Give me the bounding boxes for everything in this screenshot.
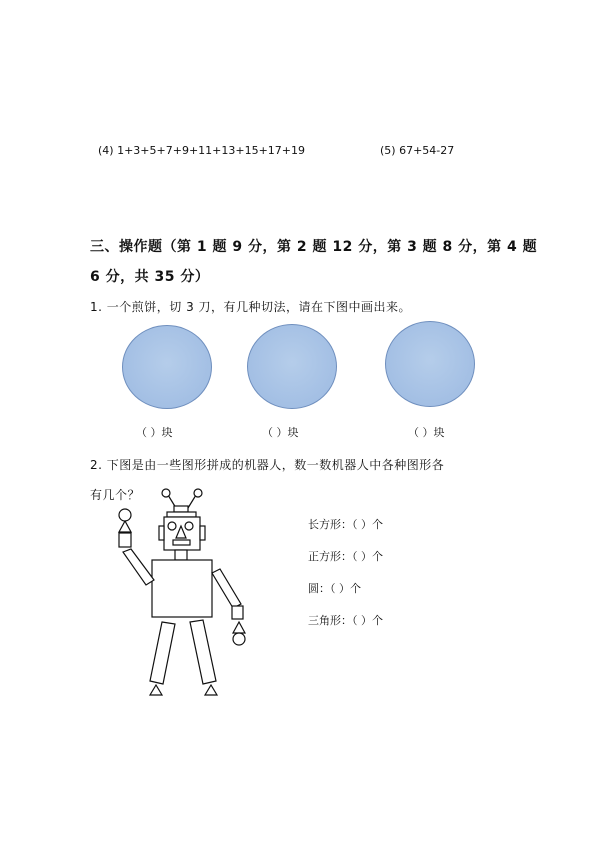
robot-foot-triangle-right <box>205 685 217 695</box>
count-circle[interactable]: 圆：（ ）个 <box>308 582 361 595</box>
robot-leg-right <box>190 620 216 684</box>
robot-antenna-right <box>188 495 196 508</box>
robot-eye-right <box>185 522 193 530</box>
question-2-text-line2: 有几个？ <box>90 488 141 502</box>
pancake-circle-3[interactable] <box>385 321 475 407</box>
count-rectangle[interactable]: 长方形：（ ）个 <box>308 518 383 531</box>
robot-leg-left <box>150 622 175 684</box>
expression-4: (4) 1+3+5+7+9+11+13+15+17+19 <box>98 144 306 157</box>
robot-mouth <box>173 540 190 545</box>
robot-arm-right <box>212 569 241 608</box>
count-triangle[interactable]: 三角形：（ ）个 <box>308 614 383 627</box>
robot-eye-left <box>168 522 176 530</box>
question-2-text-line1: 2. 下图是由一些图形拼成的机器人，数一数机器人中各种图形各 <box>90 458 445 472</box>
robot-triangle-left <box>119 521 131 532</box>
pancake-circle-2[interactable] <box>247 324 337 409</box>
robot-hand-square-right <box>232 606 243 619</box>
robot-triangle-right <box>233 622 245 633</box>
expression-5: (5) 67+54-27 <box>380 144 455 157</box>
robot-circle-right <box>233 633 245 645</box>
robot-body <box>152 560 212 617</box>
robot-neck <box>175 550 187 560</box>
robot-hat <box>167 512 196 517</box>
robot-antenna-ball-left <box>162 489 170 497</box>
answer-blank-1[interactable]: （ ）块 <box>136 426 173 439</box>
pancake-circle-1[interactable] <box>122 325 212 409</box>
robot-antenna-ball-right <box>194 489 202 497</box>
section-title-line2: 6 分，共 35 分） <box>90 269 210 285</box>
robot-hand-square-left <box>119 533 131 547</box>
question-1-text: 1. 一个煎饼，切 3 刀，有几种切法，请在下图中画出来。 <box>90 300 412 314</box>
count-square[interactable]: 正方形：（ ）个 <box>308 550 383 563</box>
robot-foot-triangle-left <box>150 685 162 695</box>
robot-arm-left <box>123 549 154 585</box>
section-title-line1: 三、操作题（第 1 题 9 分，第 2 题 12 分，第 3 题 8 分，第 4 题 <box>90 239 538 255</box>
robot-circle-left <box>119 509 131 521</box>
robot-antenna-base <box>174 506 188 512</box>
answer-blank-3[interactable]: （ ）块 <box>408 426 445 439</box>
answer-blank-2[interactable]: （ ）块 <box>262 426 299 439</box>
robot-ear-right <box>200 526 205 540</box>
robot-ear-left <box>159 526 164 540</box>
robot-figure <box>100 480 260 700</box>
